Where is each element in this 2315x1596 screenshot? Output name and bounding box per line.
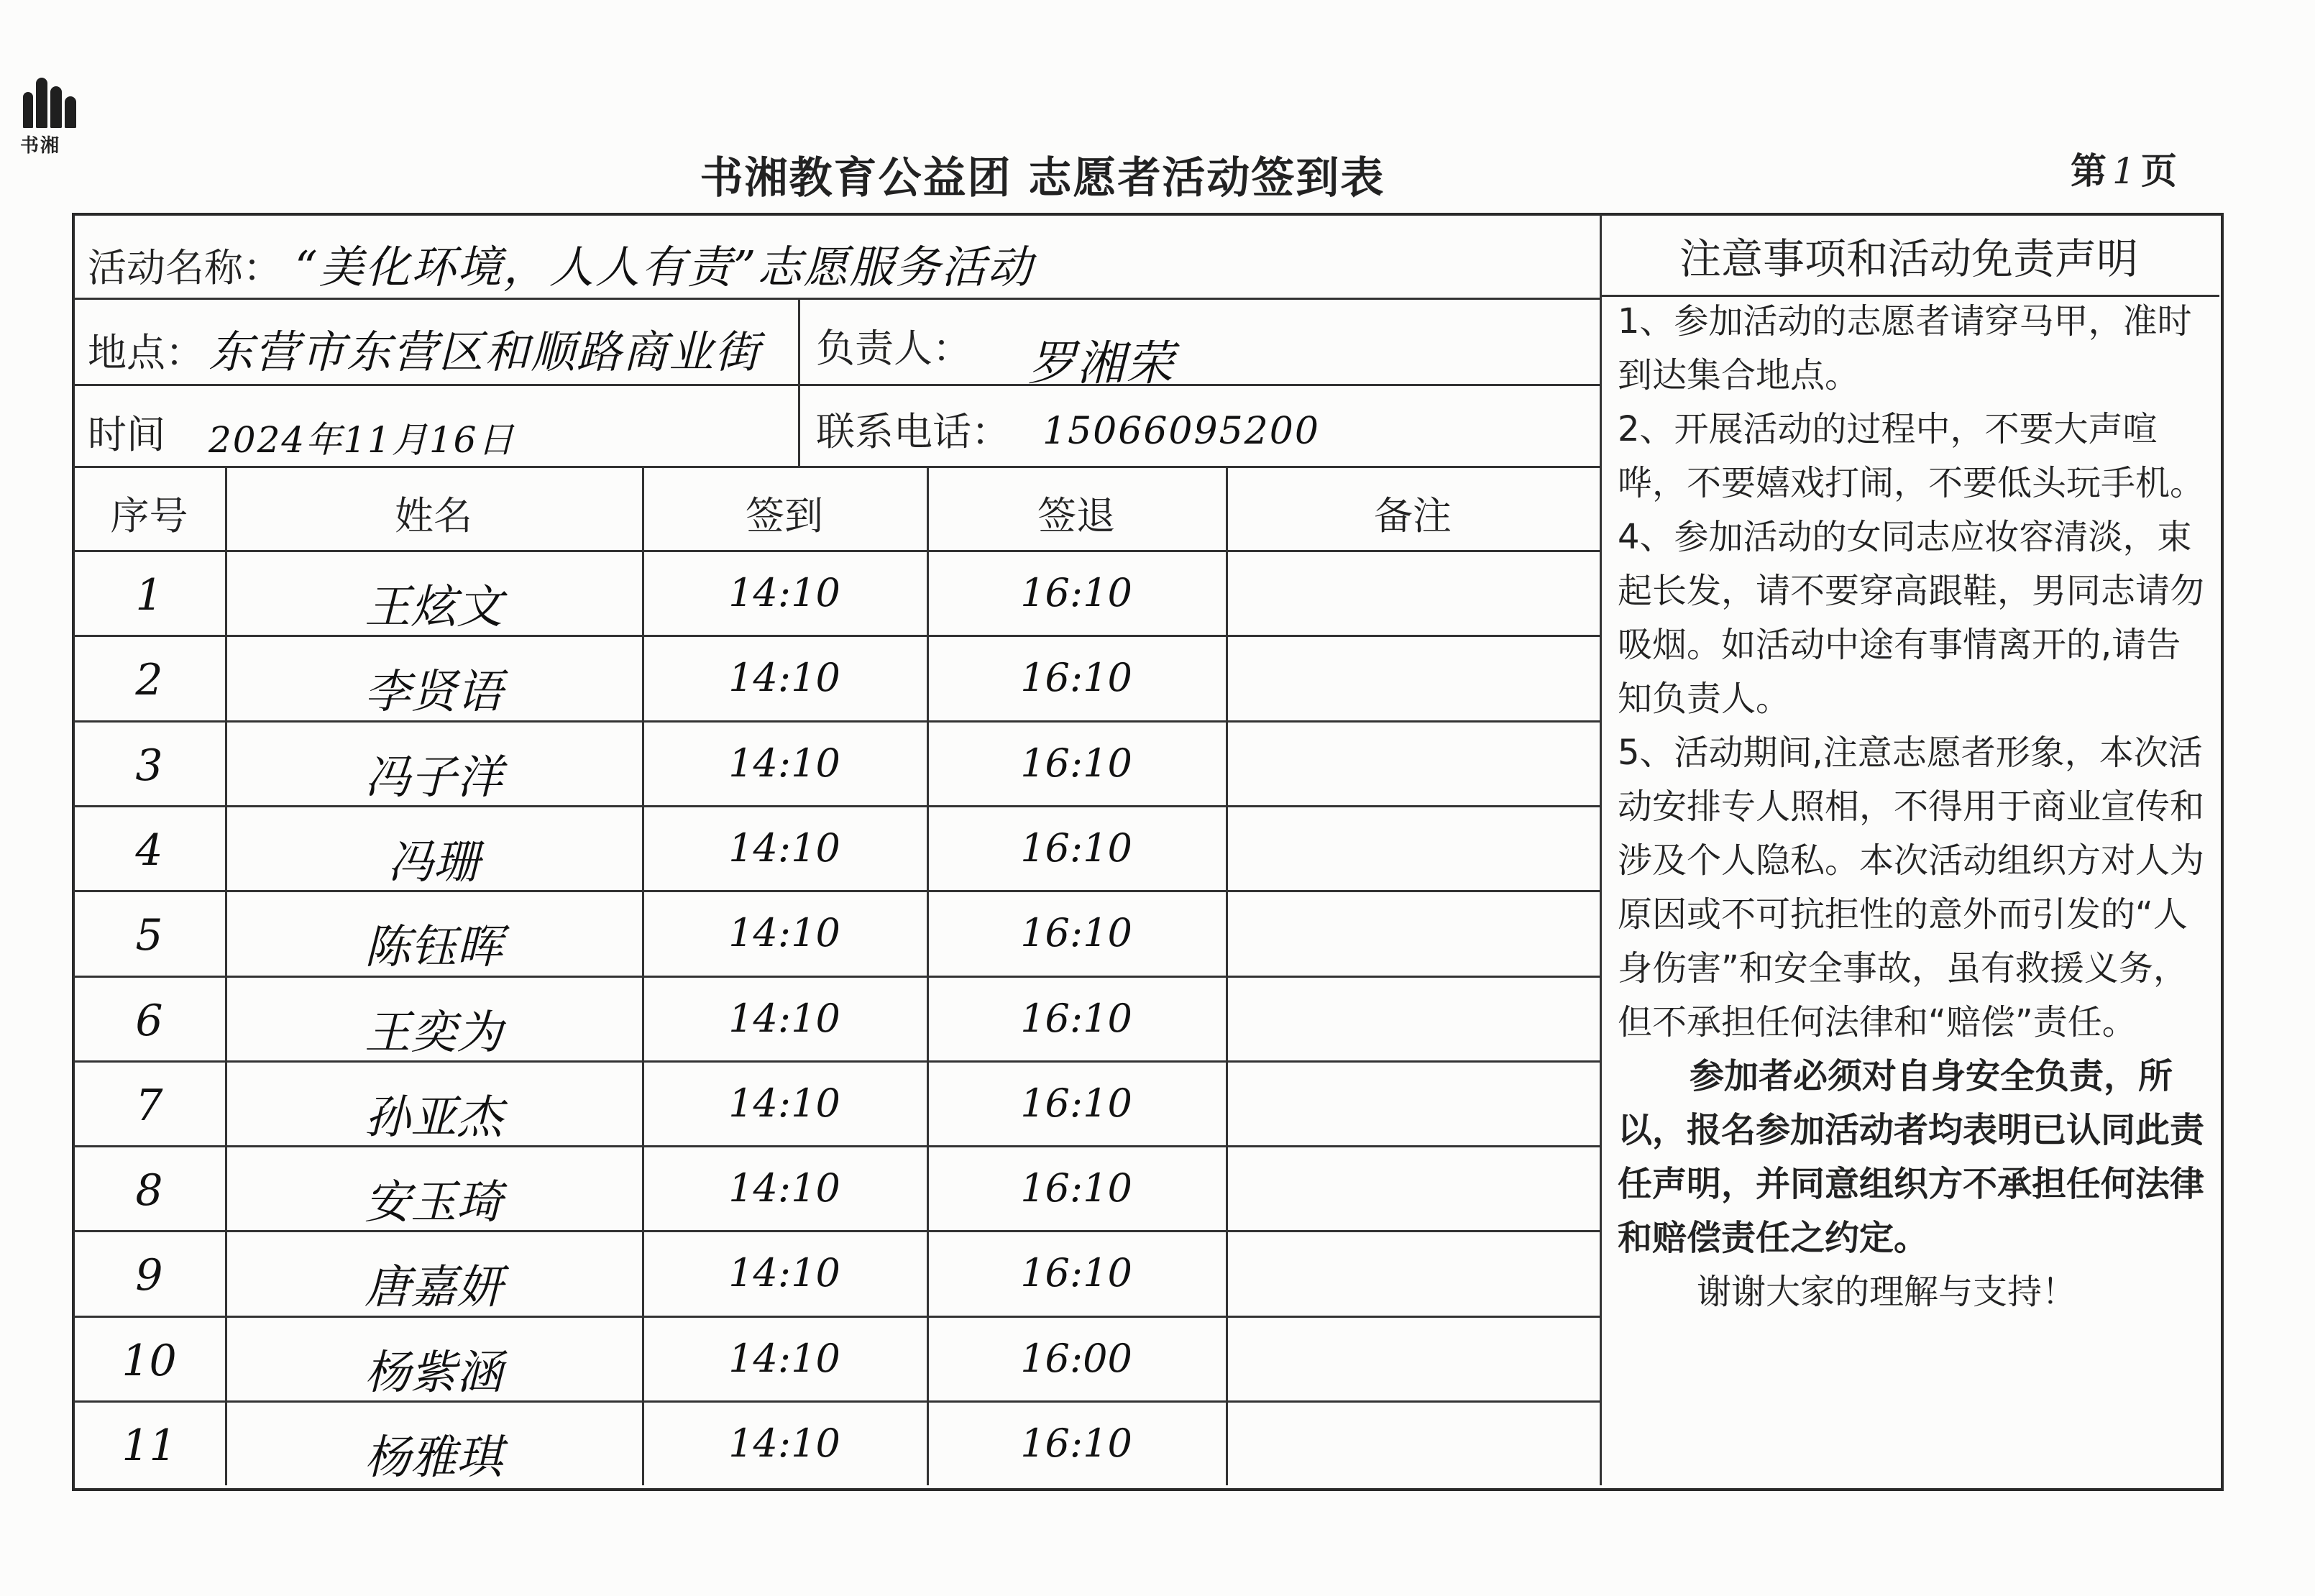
row-name: 杨雅琪 — [365, 1431, 503, 1485]
row-signin: 14:10 — [728, 1080, 840, 1126]
row-name: 唐嘉妍 — [365, 1261, 503, 1315]
info-column-line — [798, 298, 800, 466]
table-row-line — [73, 1230, 1600, 1232]
info-row-line — [73, 298, 1600, 300]
table-row-line — [73, 720, 1600, 723]
row-index: 5 — [135, 910, 163, 961]
logo-mark-icon — [20, 72, 82, 128]
liability-statement: 参加者必须对自身安全负责，所以，报名参加活动者均表明已认同此责任声明，并同意组织方不承担任何法律和赔偿责任之约定。 — [1618, 1056, 2205, 1258]
row-name: 王奕为 — [365, 1006, 503, 1060]
header-signin: 签到 — [746, 493, 823, 538]
row-signout: 16:10 — [1020, 1250, 1132, 1296]
activity-label: 活动名称： — [88, 245, 282, 290]
table-row-line — [73, 1400, 1600, 1403]
row-index: 8 — [135, 1165, 163, 1216]
row-name: 孙亚杰 — [365, 1091, 503, 1145]
time-label: 时间 — [88, 412, 165, 457]
row-signin: 14:10 — [728, 995, 840, 1041]
row-signin: 14:10 — [728, 740, 840, 786]
page-number-value: 1 — [2112, 150, 2135, 192]
row-signout: 16:10 — [1020, 995, 1132, 1041]
header-signout: 签退 — [1037, 493, 1115, 538]
logo — [20, 72, 85, 157]
location-value: 东营市东营区和顺路商业街 — [208, 326, 761, 378]
header-name: 姓名 — [395, 493, 472, 538]
row-index: 1 — [135, 570, 163, 620]
header-remarks: 备注 — [1374, 493, 1452, 538]
table-row-line — [73, 1316, 1600, 1318]
row-signout: 16:10 — [1020, 1080, 1132, 1126]
row-index: 7 — [135, 1080, 163, 1131]
phone-label: 联系电话： — [816, 409, 1010, 454]
row-signout: 16:10 — [1020, 910, 1132, 956]
manager-label: 负责人： — [816, 326, 971, 371]
phone-value: 15066095200 — [1042, 410, 1320, 453]
row-signin: 14:10 — [728, 1165, 840, 1211]
note-item: 1、参加活动的志愿者请穿马甲，准时到达集合地点。 — [1618, 301, 2192, 395]
note-item: 2、开展活动的过程中，不要大声喧哗，不要嬉戏打闹，不要低头玩手机。 — [1618, 409, 2205, 503]
logo-text: 书湘 — [20, 135, 61, 157]
thanks-text: 谢谢大家的理解与支持！ — [1697, 1272, 2077, 1312]
table-header-line — [73, 550, 1600, 552]
note-item: 5、活动期间,注意志愿者形象，本次活动安排专人照相，不得用于商业宣传和涉及个人隐私。本次活动组织方对人为原因或不可抗拒性的意外而引发的“人身伤害”和安全事故，虽有救援义务，但不承担任何法律和“赔偿”责任。 — [1618, 733, 2205, 1042]
row-signin: 14:10 — [728, 1250, 840, 1296]
notes-body — [1618, 295, 2207, 1319]
notes-divider — [1600, 214, 1602, 1485]
row-signout: 16:10 — [1020, 1421, 1132, 1466]
row-name: 杨紫涵 — [365, 1346, 503, 1400]
row-index: 4 — [135, 825, 163, 876]
table-row-line — [73, 890, 1600, 892]
row-signout: 16:00 — [1020, 1335, 1132, 1381]
row-signin: 14:10 — [728, 1335, 840, 1381]
row-index: 6 — [135, 995, 163, 1046]
row-signout: 16:10 — [1020, 570, 1132, 615]
time-value: 2024年11月16日 — [208, 419, 515, 461]
table-row-line — [73, 805, 1600, 807]
notes-heading: 注意事项和活动免责声明 — [1679, 234, 2138, 283]
row-signin: 14:10 — [728, 655, 840, 701]
form-title: 书湘教育公益团 志愿者活动签到表 — [700, 153, 1385, 203]
row-signout: 16:10 — [1020, 825, 1132, 871]
note-item: 4、参加活动的女同志应妆容清淡，束起长发，请不要穿高跟鞋，男同志请勿吸烟。如活动中途有事情离开的,请告知负责人。 — [1618, 517, 2205, 719]
table-row-line — [73, 1060, 1600, 1063]
row-index: 11 — [122, 1421, 177, 1471]
header-index: 序号 — [110, 493, 188, 538]
row-name: 冯子洋 — [365, 751, 503, 804]
row-index: 10 — [122, 1335, 177, 1386]
activity-value: “美化环境，人人有责”志愿服务活动 — [295, 241, 1034, 293]
row-signin: 14:10 — [728, 570, 840, 615]
table-row-line — [73, 1145, 1600, 1147]
info-row-line — [73, 466, 1600, 468]
row-signout: 16:10 — [1020, 1165, 1132, 1211]
page-number: 第 1 页 — [2071, 150, 2177, 192]
row-index: 3 — [135, 740, 163, 791]
row-name: 王炫文 — [365, 581, 503, 634]
manager-value: 罗湘荣 — [1028, 336, 1175, 391]
row-signout: 16:10 — [1020, 740, 1132, 786]
row-name: 冯珊 — [388, 835, 480, 889]
row-index: 2 — [135, 655, 163, 706]
row-name: 陈钰晖 — [365, 921, 503, 975]
location-label: 地点： — [88, 330, 204, 375]
row-name: 李贤语 — [365, 666, 503, 720]
row-index: 9 — [135, 1250, 163, 1301]
row-signin: 14:10 — [728, 825, 840, 871]
row-signin: 14:10 — [728, 1421, 840, 1466]
table-row-line — [73, 976, 1600, 978]
info-row-line — [73, 384, 1600, 386]
row-signout: 16:10 — [1020, 655, 1132, 701]
row-signin: 14:10 — [728, 910, 840, 956]
table-row-line — [73, 635, 1600, 637]
row-name: 安玉琦 — [365, 1176, 503, 1230]
